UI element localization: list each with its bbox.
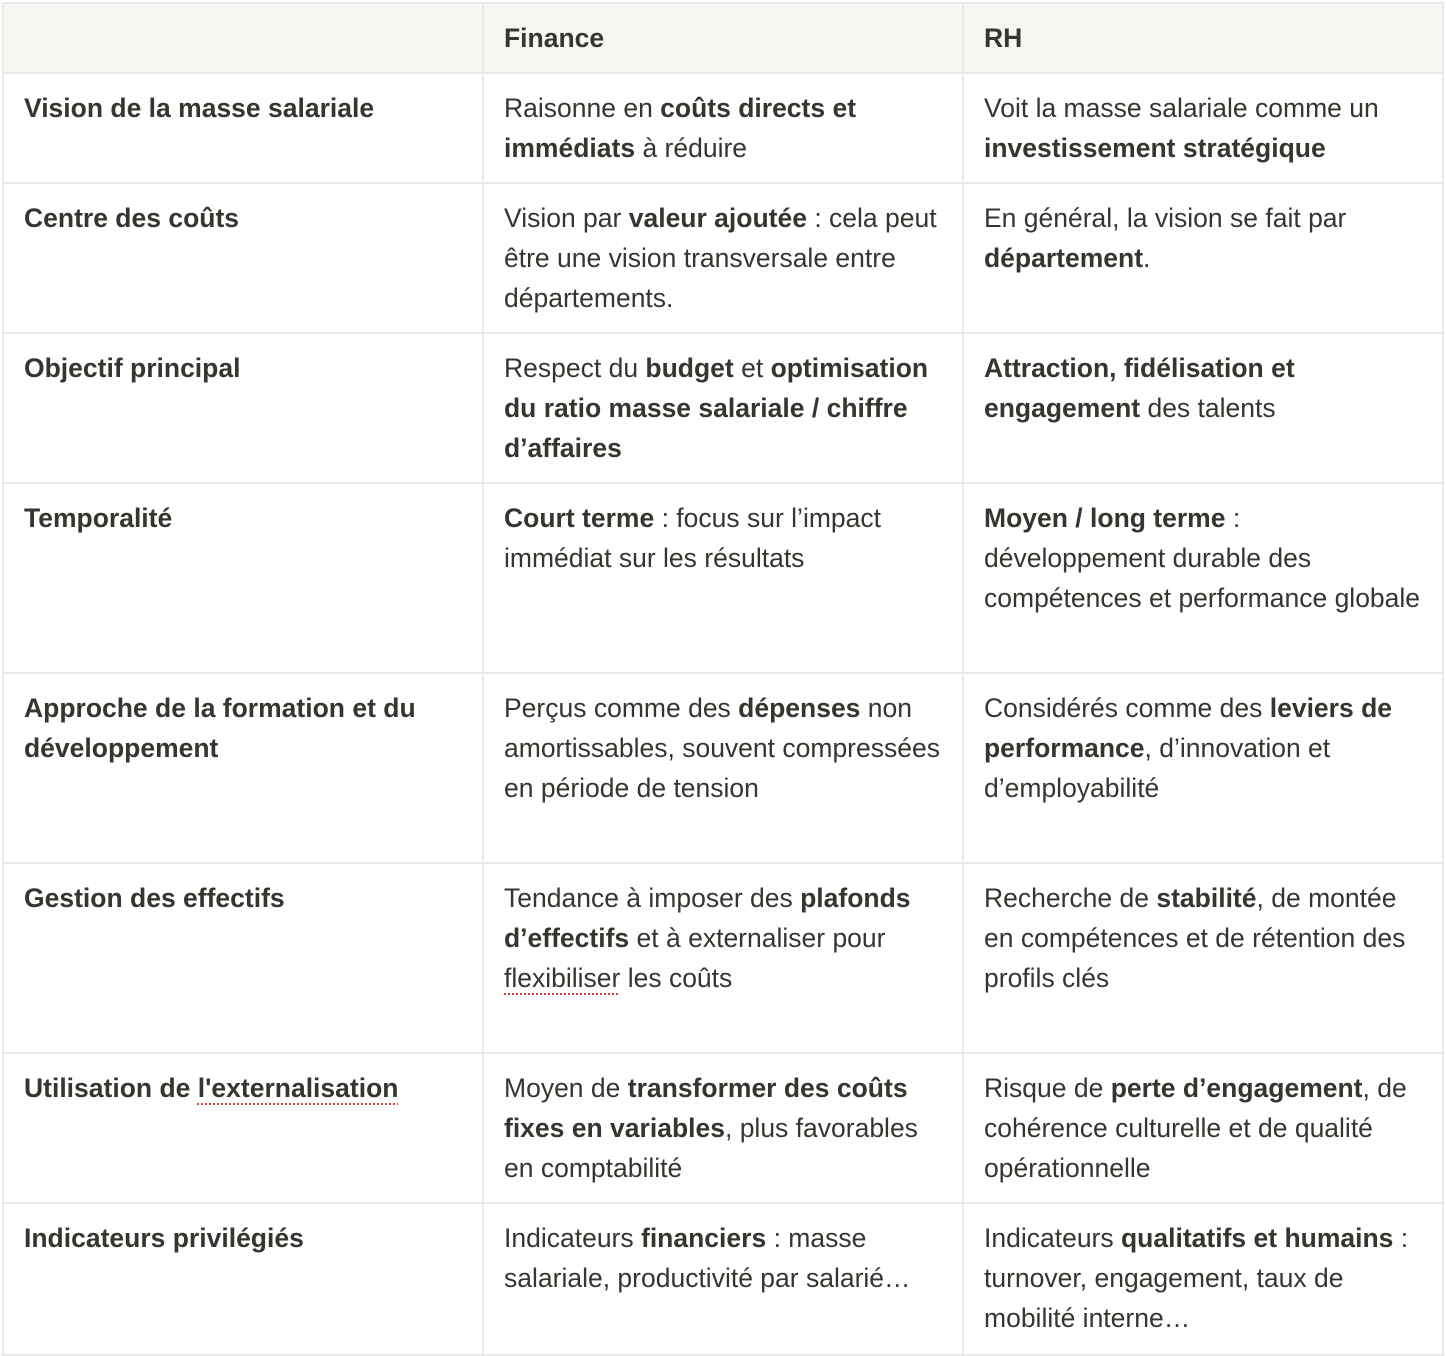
row-label-cell[interactable]: Gestion des effectifs xyxy=(3,863,483,1053)
text-segment: : masse salariale, productivité par salarié… xyxy=(504,1223,911,1293)
bold-text: coûts directs et immédiats xyxy=(504,93,857,163)
row-label-cell[interactable]: Indicateurs privilégiés xyxy=(3,1203,483,1355)
bold-text: plafonds d’effectifs xyxy=(504,883,911,953)
table-row xyxy=(3,863,1443,1053)
header-cell-rh[interactable]: RH xyxy=(963,3,1443,73)
text-segment: les coûts xyxy=(620,963,733,993)
text-segment: et xyxy=(733,353,771,383)
bold-text: dépenses xyxy=(738,693,861,723)
text-segment: et à externaliser pour xyxy=(629,923,886,953)
finance-cell[interactable] xyxy=(483,73,963,183)
bold-text: qualitatifs et humains xyxy=(1121,1223,1394,1253)
bold-text: département xyxy=(984,243,1144,273)
table-row xyxy=(3,483,1443,673)
text-segment: , de cohérence culturelle et de qualité opérationnelle xyxy=(984,1073,1407,1183)
text-segment: : cela peut être une vision transversale entre départements. xyxy=(504,203,937,313)
misspelled-word: l'externalisation xyxy=(197,1073,399,1103)
bold-text: Court terme xyxy=(504,503,655,533)
table-row xyxy=(3,73,1443,183)
table-row xyxy=(3,673,1443,863)
text-segment: : turnover, engagement, taux de mobilité interne… xyxy=(984,1223,1409,1333)
text-segment: , d’innovation et d’employabilité xyxy=(984,733,1331,803)
text-segment: Moyen de xyxy=(504,1073,628,1103)
finance-cell[interactable] xyxy=(483,1053,963,1203)
text-segment: Risque de xyxy=(984,1073,1111,1103)
text-segment: à réduire xyxy=(635,133,748,163)
bold-text: optimisation du ratio masse salariale / chiffre d’affaires xyxy=(504,353,929,463)
row-label-cell[interactable]: Approche de la formation et du développement xyxy=(3,673,483,863)
text-segment: Indicateurs xyxy=(984,1223,1121,1253)
misspelled-word: flexibiliser xyxy=(504,963,621,993)
finance-cell[interactable] xyxy=(483,673,963,863)
rh-cell[interactable] xyxy=(963,1053,1443,1203)
row-label-cell[interactable]: Centre des coûts xyxy=(3,183,483,333)
header-cell-finance[interactable]: Finance xyxy=(483,3,963,73)
rh-cell[interactable] xyxy=(963,673,1443,863)
rh-cell[interactable] xyxy=(963,483,1443,673)
text-segment: En général, la vision se fait par xyxy=(984,203,1347,233)
bold-text: financiers xyxy=(641,1223,767,1253)
table-row xyxy=(3,183,1443,333)
finance-cell[interactable] xyxy=(483,1203,963,1355)
text-segment: : développement durable des compétences et performance globale xyxy=(984,503,1421,613)
row-label-cell[interactable]: Temporalité xyxy=(3,483,483,673)
bold-text: Moyen / long terme xyxy=(984,503,1226,533)
text-segment: non amortissables, souvent compressées en période de tension xyxy=(504,693,940,803)
rh-cell[interactable] xyxy=(963,183,1443,333)
text-segment: Recherche de xyxy=(984,883,1157,913)
header-cell-empty[interactable] xyxy=(3,3,483,73)
text-segment: Perçus comme des xyxy=(504,693,739,723)
text-segment: : focus sur l’impact immédiat sur les résultats xyxy=(504,503,881,573)
finance-cell[interactable] xyxy=(483,483,963,673)
text-segment: Utilisation de xyxy=(24,1073,198,1103)
table-body xyxy=(3,73,1443,1355)
bold-text: budget xyxy=(645,353,734,383)
bold-text: transformer des coûts fixes en variables xyxy=(504,1073,908,1143)
finance-cell[interactable] xyxy=(483,183,963,333)
text-segment: Raisonne en xyxy=(504,93,661,123)
text-segment: Vision par xyxy=(504,203,629,233)
header-row xyxy=(3,3,1443,73)
bold-text: valeur ajoutée xyxy=(628,203,807,233)
finance-cell[interactable] xyxy=(483,863,963,1053)
text-segment: Respect du xyxy=(504,353,646,383)
text-segment: Tendance à imposer des xyxy=(504,883,801,913)
rh-cell[interactable] xyxy=(963,863,1443,1053)
bold-text: perte d’engagement xyxy=(1110,1073,1363,1103)
bold-text: investissement stratégique xyxy=(984,133,1326,163)
text-segment: Indicateurs xyxy=(504,1223,641,1253)
row-label-cell[interactable] xyxy=(3,1053,483,1203)
text-segment: , plus favorables en comptabilité xyxy=(504,1113,918,1183)
bold-text: leviers de performance xyxy=(984,693,1393,763)
rh-cell[interactable] xyxy=(963,333,1443,483)
table-row xyxy=(3,1203,1443,1355)
text-segment: . xyxy=(1143,243,1151,273)
row-label-cell[interactable]: Objectif principal xyxy=(3,333,483,483)
bold-text: Attraction, fidélisation et engagement xyxy=(984,353,1295,423)
text-segment: Voit la masse salariale comme un xyxy=(984,93,1379,123)
row-label-cell[interactable]: Vision de la masse salariale xyxy=(3,73,483,183)
text-segment: , de montée en compétences et de rétention des profils clés xyxy=(984,883,1406,993)
finance-cell[interactable] xyxy=(483,333,963,483)
bold-text: stabilité xyxy=(1156,883,1257,913)
text-segment: Considérés comme des xyxy=(984,693,1270,723)
rh-cell[interactable] xyxy=(963,73,1443,183)
table-row xyxy=(3,333,1443,483)
table-row xyxy=(3,1053,1443,1203)
comparison-table xyxy=(2,2,1444,1356)
rh-cell[interactable] xyxy=(963,1203,1443,1355)
text-segment: des talents xyxy=(1140,393,1276,423)
